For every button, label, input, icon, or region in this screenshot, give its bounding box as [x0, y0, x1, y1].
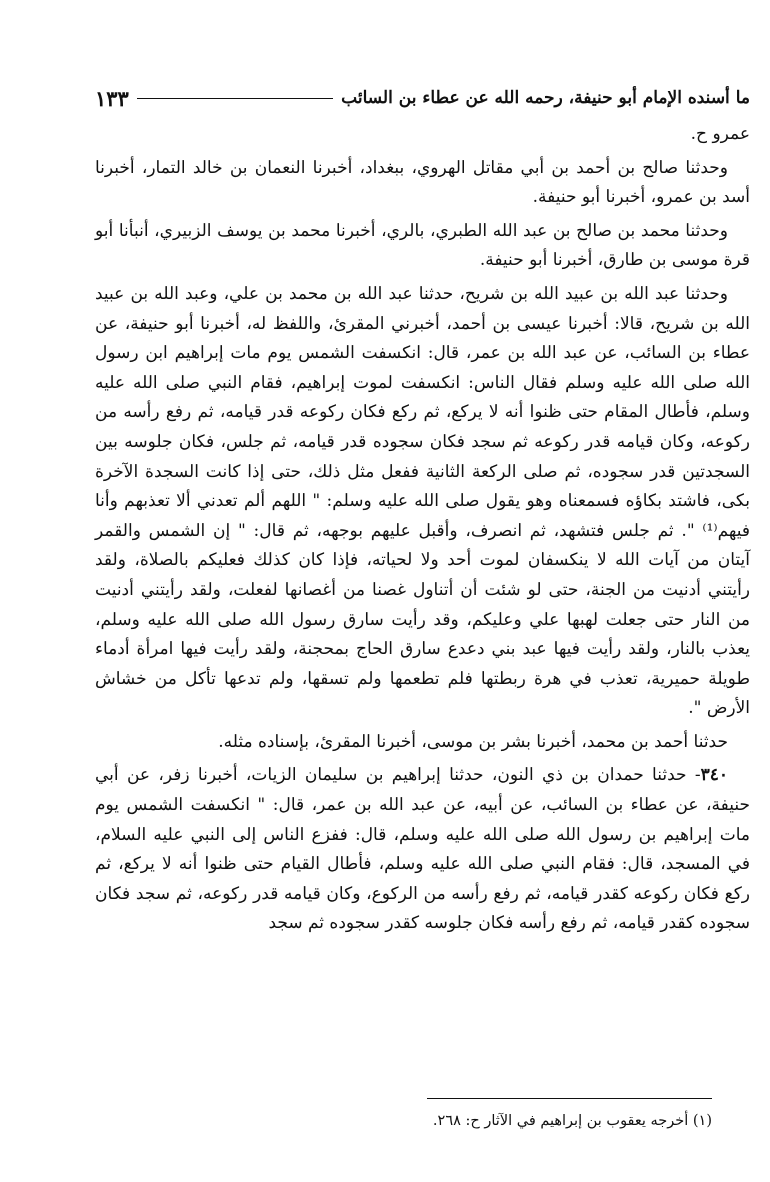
paragraph: وحدثنا عبد الله بن عبيد الله بن شريح، حدثنا عبد الله بن محمد بن علي، وعبد الله بن عبيد الله بن شريح، قالا: أخبرنا عيسى بن أحمد، أخبرني المقرئ، واللفظ له، أخبرنا أبو حنيفة، عن عطاء بن السائب، عن عبد الله بن عمر، قال: انكسفت الشمس يوم مات إبراهيم ابن رسول الله صلى الله عليه وسلم فقال الناس: انكسفت لموت إبراهيم، فقام النبي صلى الله عليه وسلم، فأطال المقام حتى ظنوا أنه لا يركع، ثم ركع فكان ركوعه قدر قيامه، ثم رفع رأسه من ركوعه، وكان قيامه قدر ركوعه ثم سجد فكان سجوده قدر قيامه، ثم جلس، فكان جلوسه بين السجدتين قدر سجوده، ثم صلى الركعة الثانية ففعل مثل ذلك، حتى إذا كانت السجدة الآخرة بكى، فاشتد بكاؤه فسمعناه وهو يقول صلى الله عليه وسلم: " اللهم ألم تعدني ألا تعذبهم وأنا فيهم⁽¹⁾ ". ثم جلس فتشهد، ثم انصرف، وأقبل عليهم بوجهه، ثم قال: " إن الشمس والقمر آيتان من آيات الله لا ينكسفان لموت أحد ولا لحياته، فإذا كان كذلك فعليكم بالصلاة، ولقد رأيتني أدنيت من الجنة، حتى لو شئت أن أتناول غصنا من أغصانها لفعلت، ولقد رأيتني أدنيت من النار حتى جعلت لهبها علي وعليكم، وقد رأيت سارق رسول الله صلى الله عليه وسلم، يعذب بالنار، ولقد رأيت فيها عبد بني دعدع سارق الحاج بمحجنة، ولقد رأيت فيها امرأة أدماء طويلة حميرية، تعذب في هرة ربطتها فلم تطعمها ولم تسقها، ولم تدعها تأكل من خشاش الأرض ". [95, 283, 750, 719]
page-number: ١٣٣ [95, 85, 129, 111]
paragraph: عمرو ح. [690, 124, 750, 144]
running-header [95, 80, 750, 116]
hadith-paragraph [95, 761, 750, 939]
paragraph: حدثنا أحمد بن محمد، أخبرنا بشر بن موسى، أخبرنا المقرئ، بإسناده مثله. [218, 731, 728, 752]
header-rule [137, 98, 333, 99]
footnote-separator [427, 1098, 712, 1099]
running-header-title: ما أسنده الإمام أبو حنيفة، رحمه الله عن عطاء بن السائب [341, 88, 750, 108]
main-text [95, 120, 750, 943]
footnote: (١) أخرجه يعقوب بن إبراهيم في الآثار ح: ٢٦٨. [432, 1113, 712, 1129]
hadith-number: ٣٤٠ [700, 765, 728, 786]
hadith-text: - حدثنا حمدان بن ذي النون، حدثنا إبراهيم بن سليمان الزيات، أخبرنا زفر، عن أبي حنيفة، عن عطاء بن السائب، عن أبيه، عن عبد الله بن عمر، قال: " انكسفت الشمس يوم مات إبراهيم بن رسول الله صلى الله عليه وسلم، قال: ففزع الناس إلى النبي عليه السلام، في المسجد، قال: فقام النبي صلى الله عليه وسلم، فأطال القيام حتى ظنوا أنه لا يركع، ثم ركع فكان ركوعه كقدر قيامه، ثم رفع رأسه من الركوع، وكان قيامه قدر ركوعه، ثم سجد فكان سجوده كقدر قيامه، ثم رفع رأسه فكان جلوسه كقدر سجوده ثم سجد [95, 765, 750, 934]
paragraph: وحدثنا صالح بن أحمد بن أبي مقاتل الهروي، ببغداد، أخبرنا النعمان بن خالد التمار، أخبرنا أسد بن عمرو، أخبرنا أبو حنيفة. [95, 157, 750, 208]
paragraph: وحدثنا محمد بن صالح بن عبد الله الطبري، بالري، أخبرنا محمد بن يوسف الزبيري، أنبأنا أبو قرة موسى بن طارق، أخبرنا أبو حنيفة. [95, 220, 750, 271]
